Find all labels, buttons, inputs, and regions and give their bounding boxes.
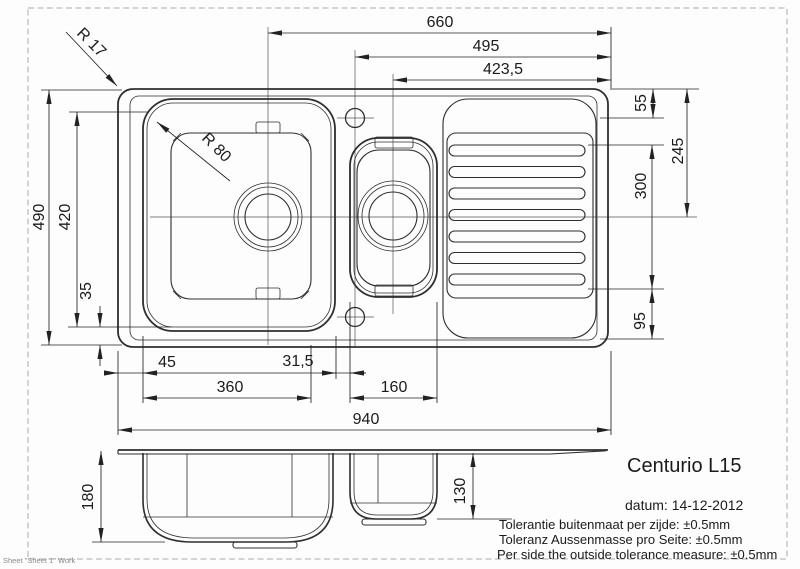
- drainer-rib: [449, 188, 585, 199]
- dim-bowl-gap: 31,5: [282, 353, 314, 370]
- plan-view: [118, 89, 608, 347]
- dim-overall-width-top: 660: [426, 14, 454, 31]
- drainer-rib: [449, 274, 585, 285]
- half-bowl-ledge: [354, 142, 433, 293]
- product-title: Centurio L15: [627, 455, 742, 477]
- title-block: [497, 455, 777, 562]
- dim-bowl-radius: R 80: [198, 129, 235, 166]
- half-bowl-bottom-notch: [375, 285, 413, 296]
- rim-taper: [550, 451, 606, 454]
- drainer-recess: [443, 99, 596, 338]
- main-bowl-floor: [171, 133, 311, 299]
- dim-inner-depth: 420: [57, 203, 74, 231]
- dim-half-bowl-depth: 130: [452, 477, 469, 505]
- drainer-panel: [447, 133, 593, 298]
- drainer-rib: [449, 145, 585, 156]
- dim-tap-offset-width: 495: [472, 38, 500, 55]
- dim-tap-edge: 55: [633, 94, 650, 112]
- floor-corner-tick: [173, 133, 181, 141]
- dim-bottom-edge: 95: [632, 312, 649, 330]
- half-bowl-profile: [350, 453, 437, 519]
- tolerance-line-nl: Tolerantie buitenmaat per zijde: ±0.5mm: [499, 517, 731, 532]
- sink-outer-edge: [118, 89, 608, 347]
- dim-overall-width: 940: [352, 411, 380, 428]
- dim-overall-depth: 490: [31, 203, 48, 231]
- half-bowl-profile-inner: [354, 453, 433, 515]
- tolerance-line-de: Toleranz Aussenmasse pro Seite: ±0.5mm: [499, 532, 743, 547]
- half-bowl-floor: [357, 150, 430, 286]
- drainer-rib: [449, 253, 585, 264]
- floor-corner-tick: [301, 291, 309, 299]
- floor-corner-tick: [301, 133, 309, 141]
- dim-half-drain-width: 423,5: [482, 61, 524, 78]
- drainer-rib: [449, 210, 585, 221]
- dim-half-bowl-width: 160: [380, 379, 408, 396]
- main-drain-boss: [233, 542, 297, 548]
- dim-bowl-left-offset: 45: [158, 354, 176, 371]
- sheet-label: Sheet "Sheet 1" Work: [3, 556, 76, 565]
- dim-bowl-depth: 180: [80, 483, 97, 511]
- main-bowl-profile-inner: [147, 453, 329, 538]
- dim-edge-offset: 35: [78, 282, 95, 300]
- drainer-rib: [449, 231, 585, 242]
- half-drain-boss: [362, 519, 426, 525]
- dim-corner-radius: R 17: [73, 24, 110, 61]
- floor-corner-tick: [173, 291, 181, 299]
- dim-drainer-length: 300: [633, 172, 650, 200]
- main-bowl-profile: [143, 453, 333, 542]
- tolerance-line-en: Per side the outside tolerance measure: ±0.5mm: [497, 547, 778, 562]
- dim-bowl-width: 360: [216, 379, 244, 396]
- dim-half-drain-edge: 245: [670, 137, 687, 165]
- drainer-rib: [449, 167, 585, 178]
- centerlines: [150, 27, 697, 346]
- drawing-date: datum: 14-12-2012: [625, 497, 744, 513]
